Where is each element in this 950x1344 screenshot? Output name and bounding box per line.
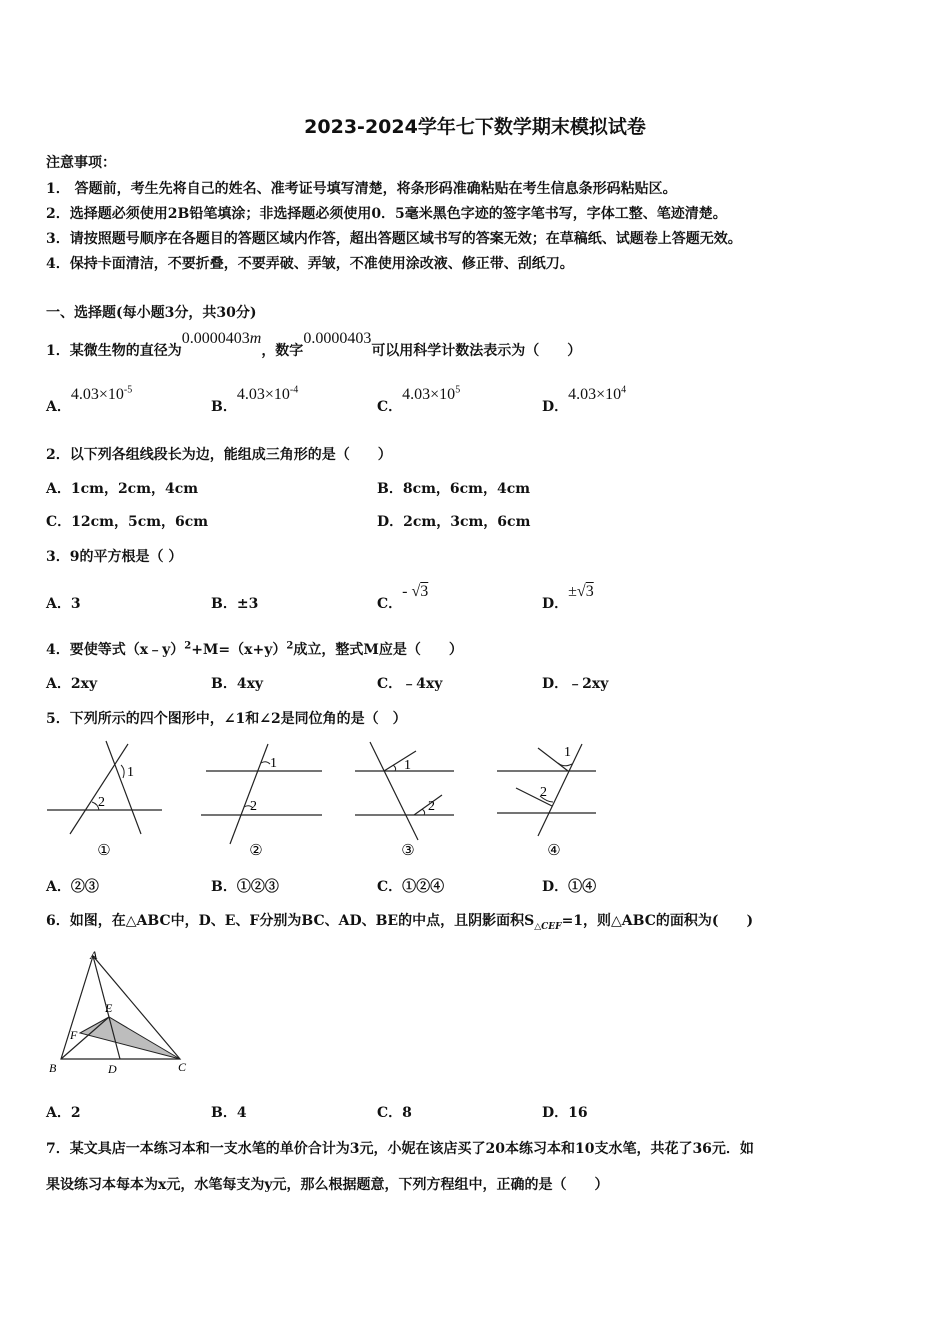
point-a-label: A bbox=[90, 948, 98, 962]
q2-option-b[interactable]: B．8cm，6cm，4cm bbox=[377, 481, 531, 497]
q3-option-a[interactable]: A．3 bbox=[46, 596, 81, 612]
question-6-stem: 6．如图，在△ABC中，D、E、F分别为BC、AD、BE的中点，且阴影面积$S_{\triangle CEF}=1$，则△ABC的面积为( ) bbox=[46, 913, 754, 932]
q5-figure-1 bbox=[44, 738, 169, 863]
notice-item: 2．选择题必须使用2B铅笔填涂；非选择题必须使用0．5毫米黑色字迹的签字笔书写，字体工整、笔迹清楚。 bbox=[46, 206, 727, 222]
angle-1-label: 1 bbox=[127, 765, 134, 780]
q1-option-c[interactable]: C．$4.03\times 10^5$ bbox=[377, 384, 461, 415]
point-c-label: C bbox=[178, 1060, 187, 1074]
q2-option-a[interactable]: A．1cm，2cm，4cm bbox=[46, 481, 199, 497]
q5-option-a[interactable]: A．②③ bbox=[46, 879, 99, 895]
figure-label: ① bbox=[97, 843, 111, 859]
notice-item: 1． 答题前，考生先将自己的姓名、准考证号填写清楚，将条形码准确粘贴在考生信息条形码粘贴区。 bbox=[46, 181, 677, 197]
q5-option-c[interactable]: C．①②④ bbox=[377, 879, 445, 895]
q3-option-c[interactable]: C．- √3 bbox=[377, 583, 429, 612]
q6-triangle-figure bbox=[44, 946, 194, 1078]
q4-option-d[interactable]: D．﹣2xy bbox=[542, 676, 609, 692]
q5-option-b[interactable]: B．①②③ bbox=[211, 879, 279, 895]
question-1-stem: 1．某微生物的直径为0.0000403m，数字0.0000403可以用科学计数法表示为（ ） bbox=[46, 330, 582, 359]
section-heading: 一、选择题(每小题3分，共30分) bbox=[46, 305, 257, 321]
figure-label: ④ bbox=[547, 843, 561, 859]
q6-option-c[interactable]: C．8 bbox=[377, 1105, 412, 1121]
q5-figure-2 bbox=[196, 738, 326, 863]
angle-1-label: 1 bbox=[564, 745, 571, 760]
notice-item: 3．请按照题号顺序在各题目的答题区域内作答，超出答题区域书写的答案无效；在草稿纸、试题卷上答题无效。 bbox=[46, 231, 742, 247]
question-2-stem: 2．以下列各组线段长为边，能组成三角形的是（ ） bbox=[46, 447, 392, 463]
question-7-line-2: 果设练习本每本为x元，水笔每支为y元，那么根据题意，下列方程组中，正确的是（ ） bbox=[46, 1177, 609, 1193]
q1-option-b[interactable]: B．$4.03\times 10^{-4}$ bbox=[211, 384, 299, 415]
q1-option-a[interactable]: A．$4.03\times 10^{-5}$ bbox=[46, 384, 133, 415]
q6-option-d[interactable]: D．16 bbox=[542, 1105, 588, 1121]
q6-option-b[interactable]: B．4 bbox=[211, 1105, 247, 1121]
notice-heading: 注意事项： bbox=[46, 155, 116, 171]
q1-number: 0.0000403 bbox=[303, 330, 372, 347]
point-f-label: F bbox=[70, 1028, 78, 1042]
figure-label: ③ bbox=[401, 843, 415, 859]
q5-figure-3 bbox=[350, 738, 460, 863]
question-4-stem: 4．要使等式$(x﹣y)^2+M=(x+y)^2$成立，整式M应是（ ） bbox=[46, 640, 463, 658]
q6-option-a[interactable]: A．2 bbox=[46, 1105, 81, 1121]
q1-option-d[interactable]: D．$4.03\times 10^4$ bbox=[542, 384, 627, 415]
point-e-label: E bbox=[105, 1001, 113, 1015]
q3-option-d[interactable]: D．±√3 bbox=[542, 583, 594, 612]
angle-1-label: 1 bbox=[404, 758, 411, 773]
q5-option-d[interactable]: D．①④ bbox=[542, 879, 597, 895]
question-5-stem: 5．下列所示的四个图形中，∠1和∠2是同位角的是（ ） bbox=[46, 711, 407, 727]
notice-item: 4．保持卡面清洁，不要折叠，不要弄破、弄皱，不准使用涂改液、修正带、刮纸刀。 bbox=[46, 256, 574, 272]
question-3-stem: 3．9的平方根是（ ） bbox=[46, 549, 183, 565]
q2-option-d[interactable]: D．2cm，3cm，6cm bbox=[377, 514, 531, 530]
angle-2-label: 2 bbox=[250, 799, 257, 814]
page-title: 2023-2024学年七下数学期末模拟试卷 bbox=[304, 116, 646, 138]
figure-label: ② bbox=[249, 843, 263, 859]
q4-option-c[interactable]: C．﹣4xy bbox=[377, 676, 443, 692]
angle-2-label: 2 bbox=[98, 795, 105, 810]
angle-2-label: 2 bbox=[540, 785, 547, 800]
point-d-label: D bbox=[108, 1062, 117, 1076]
q5-figure-4 bbox=[494, 738, 604, 863]
point-b-label: B bbox=[49, 1061, 57, 1075]
q4-option-b[interactable]: B．4xy bbox=[211, 676, 264, 692]
q1-diameter-value: 0.0000403m bbox=[181, 330, 262, 347]
q2-option-c[interactable]: C．12cm，5cm，6cm bbox=[46, 514, 209, 530]
q4-option-a[interactable]: A．2xy bbox=[46, 676, 98, 692]
q3-option-b[interactable]: B．±3 bbox=[211, 596, 259, 612]
angle-2-label: 2 bbox=[428, 799, 435, 814]
angle-1-label: 1 bbox=[270, 756, 277, 771]
question-7-line-1: 7．某文具店一本练习本和一支水笔的单价合计为3元，小妮在该店买了20本练习本和10支水笔，共花了36元．如 bbox=[46, 1141, 754, 1157]
